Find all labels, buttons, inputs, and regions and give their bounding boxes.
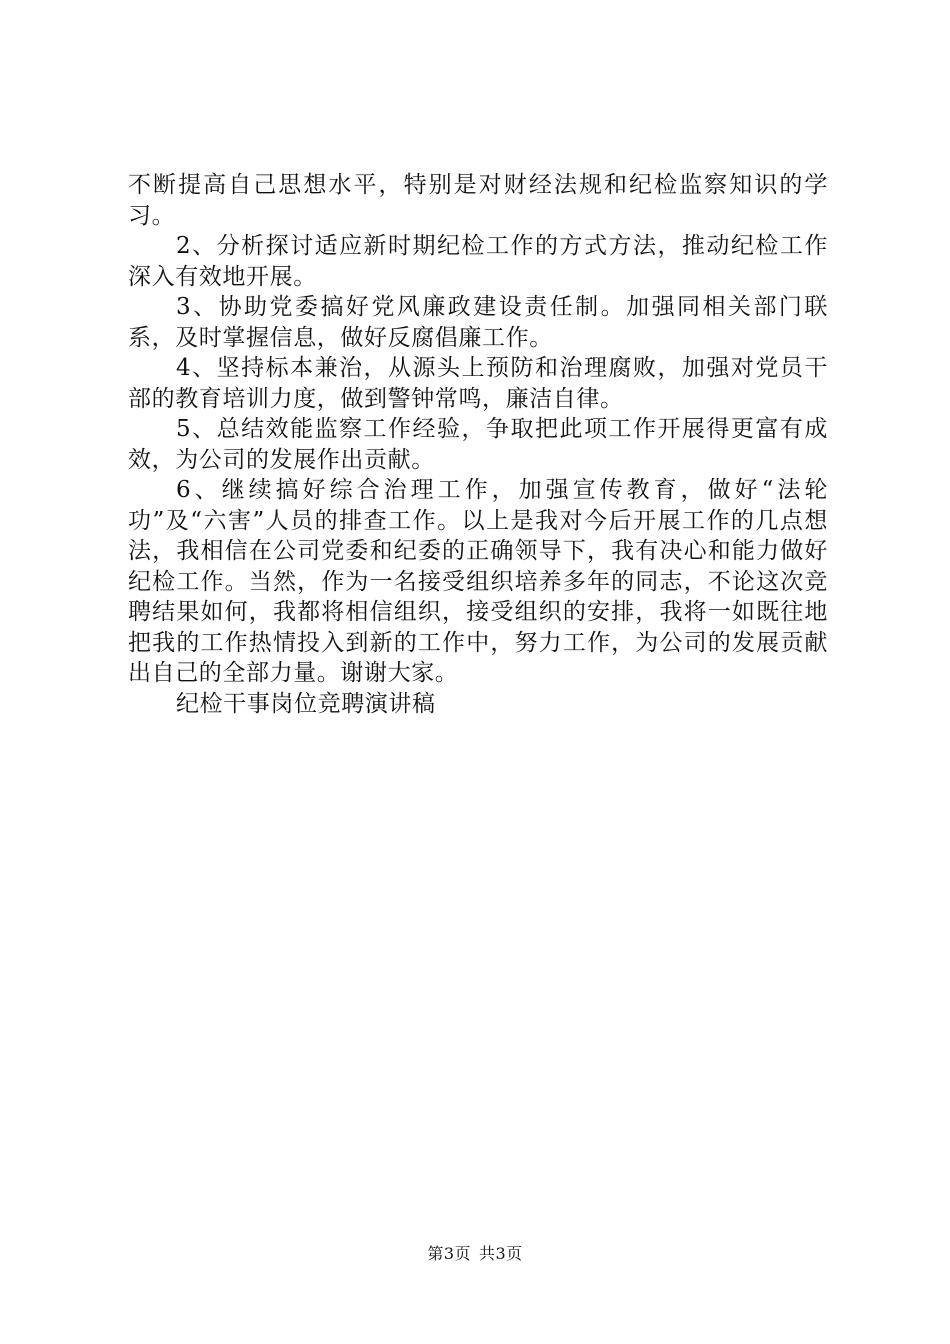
document-body <box>128 170 828 719</box>
closing-title-line: 纪检干事岗位竞聘演讲稿 <box>176 690 436 717</box>
paragraph-item-2: 2、分析探讨适应新时期纪检工作的方式方法，推动纪检工作深入有效地开展。 <box>128 233 828 290</box>
paragraph-item-6: 6、继续搞好综合治理工作，加强宣传教育，做好“法轮功”及“六害”人员的排查工作。以上是我对今后开展工作的几点想法，我相信在公司党委和纪委的正确领导下，我有决心和能力做好纪检工作。当然，作为一名接受组织培养多年的同志，不论这次竞聘结果如何，我都将相信组织，接受组织的安排，我将一如既往地把我的工作热情投入到新的工作中，努力工作，为公司的发展贡献出自己的全部力量。谢谢大家。 <box>128 477 828 686</box>
page-footer <box>0 1244 950 1264</box>
paragraph-item-4: 4、坚持标本兼治，从源头上预防和治理腐败，加强对党员干部的教育培训力度，做到警钟常鸣，廉洁自律。 <box>128 355 828 412</box>
paragraph-item-5: 5、总结效能监察工作经验，争取把此项工作开展得更富有成效，为公司的发展作出贡献。 <box>128 416 828 473</box>
paragraph-item-3: 3、协助党委搞好党风廉政建设责任制。加强同相关部门联系，及时掌握信息，做好反腐倡廉工作。 <box>128 294 828 351</box>
page-total: 共3页 <box>479 1244 523 1263</box>
page-number: 第3页 <box>427 1244 471 1263</box>
paragraph-continuation: 不断提高自己思想水平，特别是对财经法规和纪检监察知识的学习。 <box>128 172 828 229</box>
